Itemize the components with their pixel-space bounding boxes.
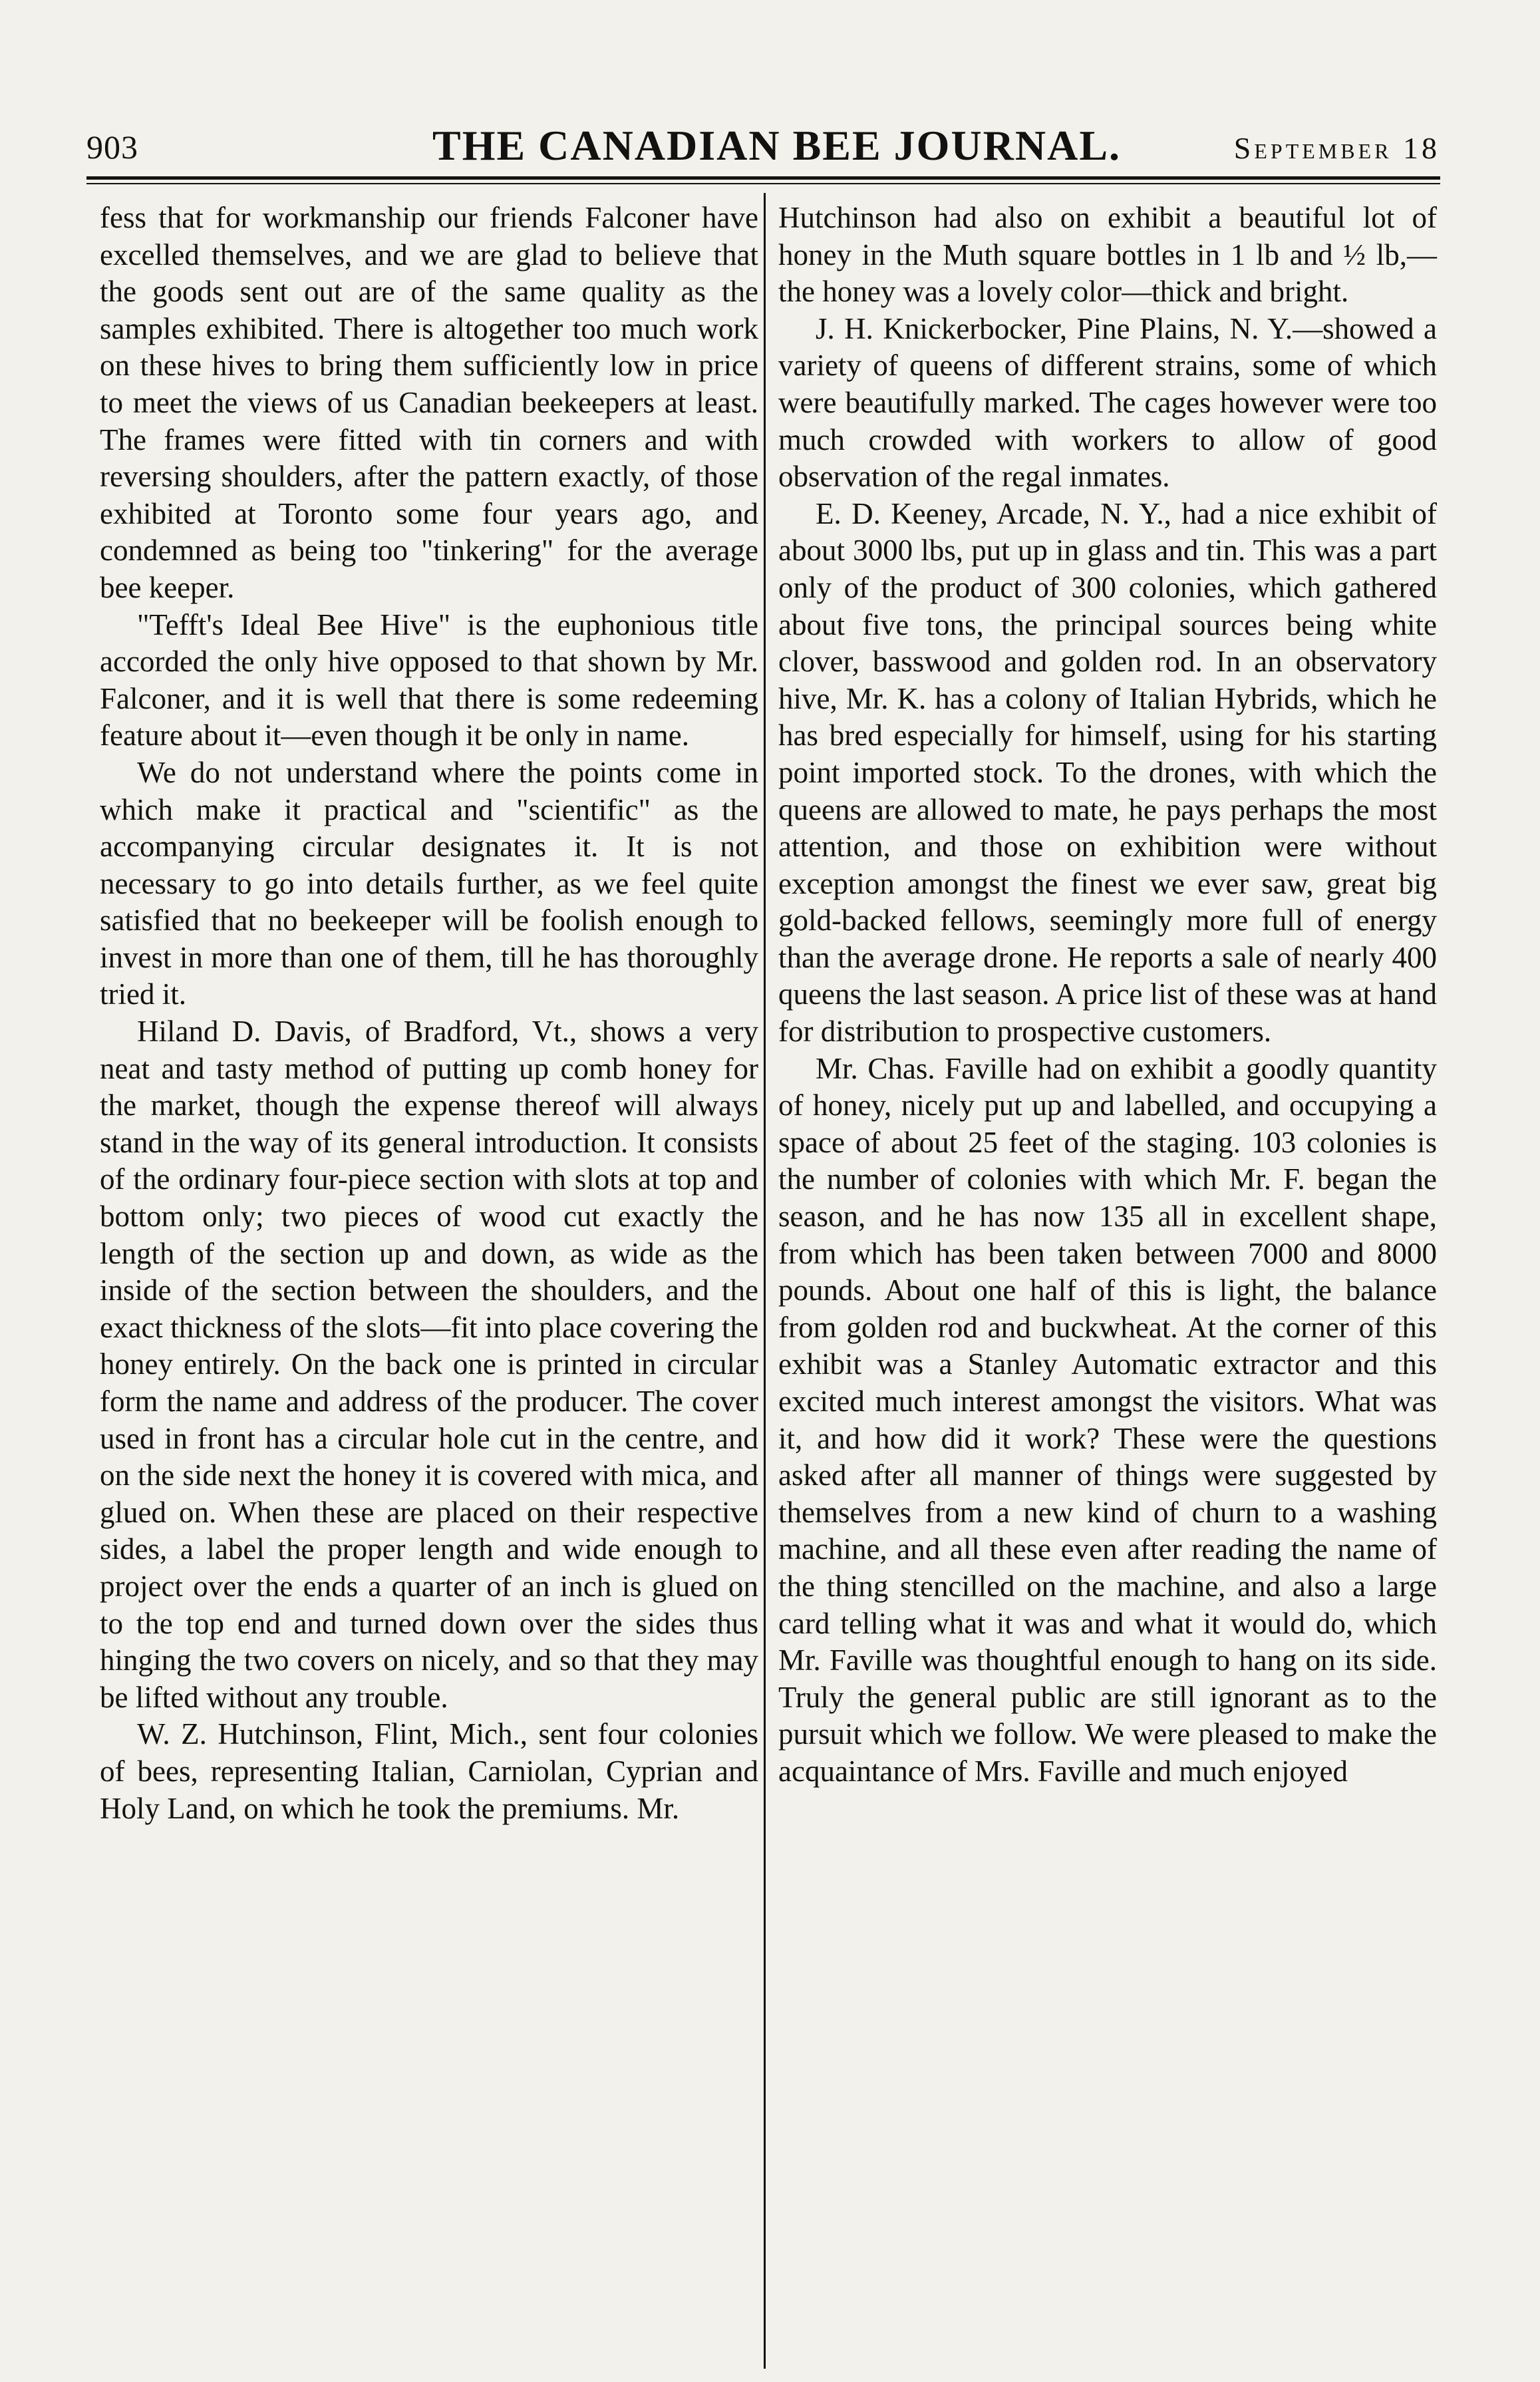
paragraph: Hutchinson had also on exhibit a beautiful lot of honey in the Muth square bottles in 1 lb and ½ lb,—the honey was a lovely color—thick and bright.	[778, 201, 1437, 309]
page-header	[86, 113, 1440, 173]
paragraph: E. D. Keeney, Arcade, N. Y., had a nice exhibit of about 3000 lbs, put up in glass and tin. This was a part only of the product of 300 colonies, which gathered about five tons, the principal sources being white clover, basswood and golden rod. In an observatory hive, Mr. K. has a colony of Italian Hybrids, which he has bred especially for himself, using for his starting point imported stock. To the drones, with which the queens are allowed to mate, he pays perhaps the most attention, and those on exhibition were without exception amongst the finest we ever saw, great big gold-backed fellows, seemingly more full of energy than the average drone. He reports a sale of nearly 400 queens the last season. A price list of these was at hand for distribution to prospective customers.	[778, 496, 1437, 1049]
paragraph: "Tefft's Ideal Bee Hive" is the euphonious title accorded the only hive opposed to that shown by Mr. Falconer, and it is well that there is some redeeming feature about it—even though it be only in name.	[100, 607, 758, 753]
paragraph: Hiland D. Davis, of Bradford, Vt., shows a very neat and tasty method of putting up comb honey for the market, though the expense thereof will always stand in the way of its general introduction. It consists of the ordinary four-piece section with slots at top and bottom only; two pieces of wood cut exactly the length of the section up and down, as wide as the inside of the section between the shoulders, and the exact thickness of the slots—fit into place covering the honey entirely. On the back one is printed in circular form the name and address of the producer. The cover used in front has a circular hole cut in the centre, and on the side next the honey it is covered with mica, and glued on. When these are placed on their respective sides, a label the proper length and wide enough to project over the ends a quarter of an inch is glued on to the top end and turned down over the sides thus hinging the two covers on nicely, and so that they may be lifted without any trouble.	[100, 1015, 758, 1714]
right-column	[778, 200, 1437, 1790]
paragraph: Mr. Chas. Faville had on exhibit a goodly quantity of honey, nicely put up and labelled, and occupying a space of about 25 feet of the staging. 103 colonies is the number of colonies with which Mr. F. began the season, and he has now 135 all in excellent shape, from which has been taken between 7000 and 8000 pounds. About one half of this is light, the balance from golden rod and buckwheat. At the corner of this exhibit was a Stanley Automatic extractor and this excited much interest amongst the visitors. What was it, and how did it work? These were the questions asked after all manner of things were suggested by themselves from a new kind of churn to a washing machine, and all these even after reading the name of the thing stencilled on the machine, and also a large card telling what it was and what it would do, which Mr. Faville was thoughtful enough to hang on its side. Truly the general public are still ignorant as to the pursuit which we follow. We were pleased to make the acquaintance of Mrs. Faville and much enjoyed	[778, 1051, 1437, 1788]
column-divider	[764, 193, 766, 2369]
page-number: 903	[86, 128, 138, 166]
header-rule-thin	[86, 183, 1440, 184]
paragraph: fess that for workmanship our friends Falconer have excelled themselves, and we are glad to believe that the goods sent out are of the same quality as the samples exhibited. There is altogether too much work on these hives to bring them sufficiently low in price to meet the views of us Canadian beekeepers at least. The frames were fitted with tin corners and with reversing shoulders, after the pattern exactly, of those exhibited at Toronto some four years ago, and condemned as being too "tinkering" for the average bee keeper.	[100, 201, 758, 604]
journal-title: THE CANADIAN BEE JOURNAL.	[432, 122, 1121, 169]
left-column	[100, 200, 758, 1827]
issue-date: September 18	[1233, 131, 1440, 165]
paragraph: W. Z. Hutchinson, Flint, Mich., sent four colonies of bees, representing Italian, Carniolan, Cyprian and Holy Land, on which he took the premiums. Mr.	[100, 1717, 758, 1825]
header-rule-thick	[86, 176, 1440, 180]
paragraph: We do not understand where the points come in which make it practical and "scientific" as the accompanying circular designates it. It is not necessary to go into details further, as we feel quite satisfied that no beekeeper will be foolish enough to invest in more than one of them, till he has thoroughly tried it.	[100, 755, 758, 1011]
paragraph: J. H. Knickerbocker, Pine Plains, N. Y.—showed a variety of queens of different strains, some of which were beautifully marked. The cages however were too much crowded with workers to allow of good observation of the regal inmates.	[778, 311, 1437, 494]
